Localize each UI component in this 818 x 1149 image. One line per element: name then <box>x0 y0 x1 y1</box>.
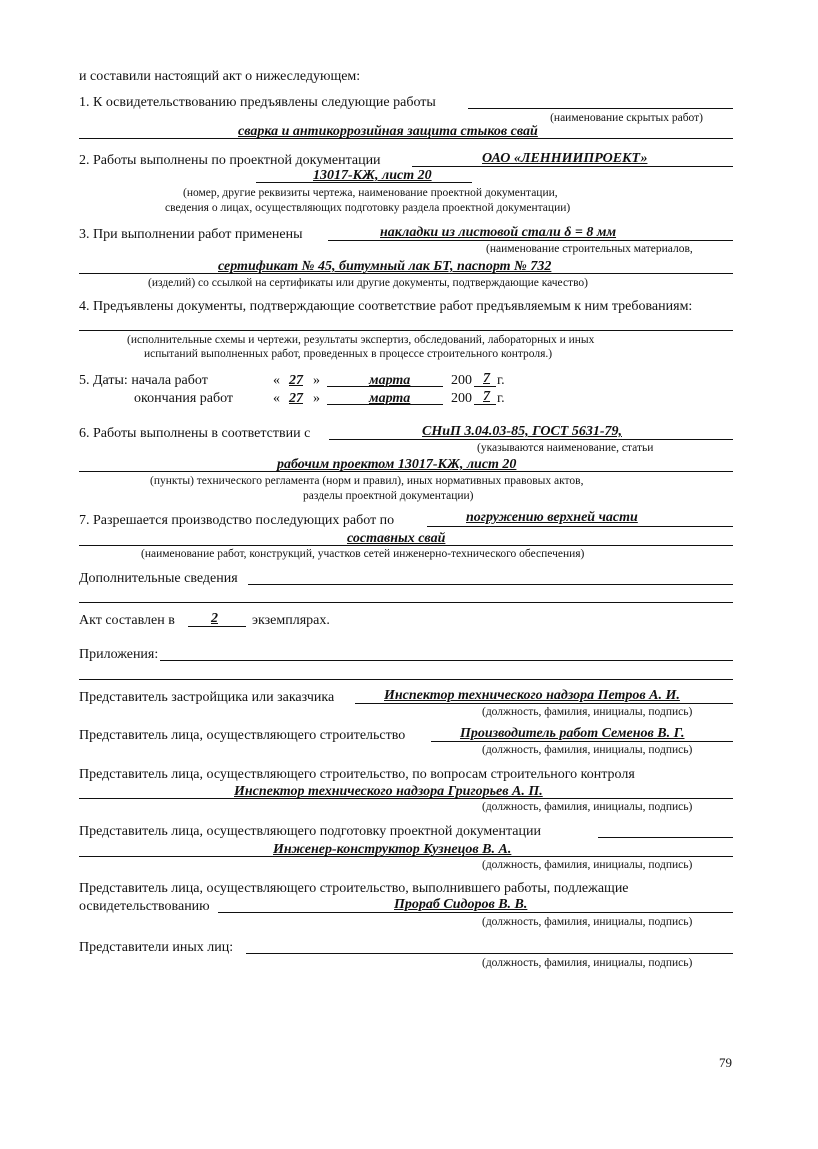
item3-label: 3. При выполнении работ применены <box>79 227 303 242</box>
item6-value1: СНиП 3.04.03-85, ГОСТ 5631-79, <box>422 424 622 439</box>
intro-text: и составили настоящий акт о нижеследующем: <box>79 69 361 84</box>
customer-label: Представитель застройщика или заказчика <box>79 690 335 705</box>
others-line[interactable] <box>246 953 733 954</box>
start-year-prefix: 200 <box>451 373 472 388</box>
performer-value: Прораб Сидоров В. В. <box>394 897 528 912</box>
start-month: марта <box>369 373 411 388</box>
appendix-line2[interactable] <box>79 679 733 680</box>
start-year-suffix: 7 <box>483 371 490 386</box>
appendix-label: Приложения: <box>79 647 159 662</box>
item2-label: 2. Работы выполнены по проектной документации <box>79 153 381 168</box>
item5-label2: окончания работ <box>134 391 234 406</box>
item4-label: 4. Предъявлены документы, подтверждающие соответствие работ предъявляемым к ним требованиям: <box>79 299 693 314</box>
item7-hint: (наименование работ, конструкций, участков сетей инженерно-технического обеспечения) <box>141 548 585 560</box>
item6-hint3: разделы проектной документации) <box>303 490 474 502</box>
item3-value1: накладки из листовой стали δ = 8 мм <box>380 225 617 240</box>
end-year-suffix: 7 <box>483 389 490 404</box>
item6-value2: рабочим проектом 13017-КЖ, лист 20 <box>277 457 517 472</box>
start-quote-close: » <box>313 373 320 388</box>
others-label: Представители иных лиц: <box>79 940 234 955</box>
control-value: Инспектор технического надзора Григорьев А. П. <box>234 784 543 799</box>
customer-value: Инспектор технического надзора Петров А. И. <box>384 688 680 703</box>
end-day: 27 <box>289 391 303 406</box>
item4-hint1: (исполнительные схемы и чертежи, результаты экспертиз, обследований, лабораторных и иных <box>127 334 595 346</box>
item4-line <box>79 330 733 331</box>
additional-line[interactable] <box>248 584 733 585</box>
builder-value: Производитель работ Семенов В. Г. <box>460 726 685 741</box>
performer-label2: освидетельствованию <box>79 899 210 914</box>
builder-label: Представитель лица, осуществляющего строительство <box>79 728 406 743</box>
item5-label: 5. Даты: начала работ <box>79 373 208 388</box>
performer-label: Представитель лица, осуществляющего строительство, выполнившего работы, подлежащие <box>79 881 629 896</box>
item7-line <box>427 526 733 527</box>
item3-value2: сертификат № 45, битумный лак БТ, паспорт № 732 <box>218 259 552 274</box>
end-year-prefix: 200 <box>451 391 472 406</box>
item2-value2: 13017-КЖ, лист 20 <box>313 168 432 183</box>
control-hint: (должность, фамилия, инициалы, подпись) <box>482 801 693 813</box>
item1-value: сварка и антикоррозийная защита стыков свай <box>238 124 538 139</box>
end-quote-open: « <box>273 391 280 406</box>
copies-label: Акт составлен в <box>79 613 175 628</box>
performer-hint: (должность, фамилия, инициалы, подпись) <box>482 916 693 928</box>
start-quote-open: « <box>273 373 280 388</box>
item2-hint2: сведения о лицах, осуществляющих подготовку раздела проектной документации) <box>165 202 571 214</box>
start-year-abbr: г. <box>497 373 505 388</box>
item1-line <box>468 108 733 109</box>
additional-label: Дополнительные сведения <box>79 571 238 586</box>
additional-line2[interactable] <box>79 602 733 603</box>
appendix-line[interactable] <box>160 660 733 661</box>
item3-hint1: (наименование строительных материалов, <box>486 243 693 255</box>
item7-value1: погружению верхней части <box>466 510 638 525</box>
page-number: 79 <box>719 1055 732 1070</box>
item2-value1: ОАО «ЛЕННИИПРОЕКТ» <box>482 151 648 166</box>
end-month: марта <box>369 391 411 406</box>
others-hint: (должность, фамилия, инициалы, подпись) <box>482 957 693 969</box>
item1-label: 1. К освидетельствованию предъявлены следующие работы <box>79 95 436 110</box>
item1-hint: (наименование скрытых работ) <box>550 112 703 124</box>
start-day: 27 <box>289 373 303 388</box>
item6-label: 6. Работы выполнены в соответствии с <box>79 426 311 441</box>
control-label: Представитель лица, осуществляющего строительство, по вопросам строительного контроля <box>79 767 635 782</box>
item2-hint1: (номер, другие реквизиты чертежа, наименование проектной документации, <box>183 187 558 199</box>
designer-label: Представитель лица, осуществляющего подготовку проектной документации <box>79 824 541 839</box>
item4-hint2: испытаний выполненных работ, проведенных в процессе строительного контроля.) <box>144 348 553 360</box>
customer-hint: (должность, фамилия, инициалы, подпись) <box>482 706 693 718</box>
item7-label: 7. Разрешается производство последующих работ по <box>79 513 395 528</box>
item6-hint2: (пункты) технического регламента (норм и правил), иных нормативных правовых актов, <box>150 475 584 487</box>
item3-hint2: (изделий) со ссылкой на сертификаты или другие документы, подтверждающие качество) <box>148 277 588 289</box>
designer-hint: (должность, фамилия, инициалы, подпись) <box>482 859 693 871</box>
end-quote-close: » <box>313 391 320 406</box>
copies-value: 2 <box>211 611 218 626</box>
copies-after: экземплярах. <box>252 613 330 628</box>
item7-value2: составных свай <box>347 531 446 546</box>
designer-line <box>598 837 733 838</box>
item6-hint1: (указываются наименование, статьи <box>477 442 654 454</box>
builder-hint: (должность, фамилия, инициалы, подпись) <box>482 744 693 756</box>
designer-value: Инженер-конструктор Кузнецов В. А. <box>273 842 512 857</box>
end-year-abbr: г. <box>497 391 505 406</box>
